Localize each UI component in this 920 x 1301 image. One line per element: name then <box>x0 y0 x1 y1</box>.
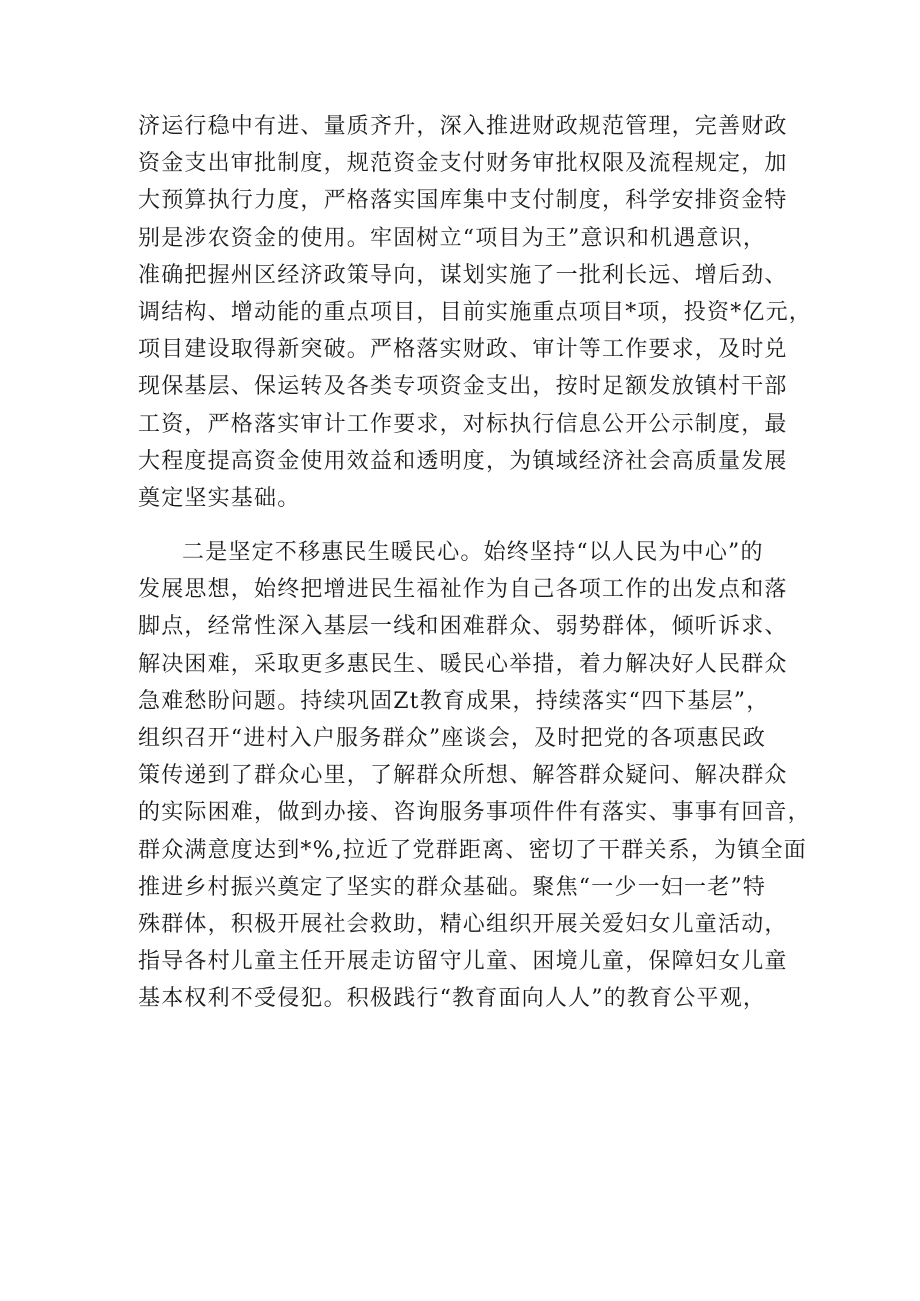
paragraph-line: 资金支出审批制度，规范资金支付财务审批权限及流程规定，加 <box>138 151 788 177</box>
paragraph-line: 大预算执行力度，严格落实国库集中支付制度，科学安排资金特 <box>138 188 788 214</box>
paragraph-line: 群众满意度达到*%,拉近了党群距离、密切了干群关系，为镇全面 <box>138 837 807 863</box>
paragraph-line: 发展思想，始终把增进民生福祉作为自己各项工作的出发点和落 <box>138 577 788 603</box>
paragraph-line: 现保基层、保运转及各类专项资金支出，按时足额发放镇村干部 <box>138 374 788 400</box>
paragraph-line: 别是涉农资金的使用。牢固树立“项目为王”意识和机遇意识， <box>138 225 767 251</box>
paragraph-line: 调结构、增动能的重点项目，目前实施重点项目*项，投资*亿元， <box>138 299 813 325</box>
paragraph-line: 指导各村儿童主任开展走访留守儿童、困境儿童，保障妇女儿童 <box>138 949 788 975</box>
paragraph-first-line: 二是坚定不移惠民生暖民心。始终坚持“以人民为中心”的 <box>182 540 764 566</box>
paragraph-spacer <box>138 517 798 534</box>
paragraph-line: 的实际困难，做到办接、咨询服务事项件件有落实、事事有回音， <box>138 800 811 826</box>
paragraph-line: 济运行稳中有进、量质齐升，深入推进财政规范管理，完善财政 <box>138 114 788 139</box>
paragraph-line: 奠定坚实基础。 <box>138 485 301 511</box>
paragraph-line: 工资，严格落实审计工作要求，对标执行信息公开公示制度，最 <box>138 411 788 437</box>
paragraph-line: 组织召开“进村入户服务群众”座谈会，及时把党的各项惠民政 <box>138 726 767 751</box>
paragraph <box>138 534 811 1017</box>
paragraph-line: 大程度提高资金使用效益和透明度，为镇域经济社会高质量发展 <box>138 448 788 474</box>
paragraph-line: 策传递到了群众心里，了解群众所想、解答群众疑问、解决群众 <box>138 763 788 789</box>
paragraph-line: 急难愁盼问题。持续巩固Zt教育成果，持续落实“四下基层”， <box>138 688 770 714</box>
paragraph-line: 推进乡村振兴奠定了坚实的群众基础。聚焦“一少一妇一老”特 <box>138 874 767 900</box>
paragraph-line: 殊群体，积极开展社会救助，精心组织开展关爱妇女儿童活动， <box>138 911 788 937</box>
paragraph-line: 基本权利不受侵犯。积极践行“教育面向人人”的教育公平观， <box>138 986 767 1012</box>
paragraph-line: 解决困难，采取更多惠民生、暖民心举措，着力解决好人民群众 <box>138 651 788 677</box>
paragraph-line: 脚点，经常性深入基层一线和困难群众、弱势群体，倾听诉求、 <box>138 614 788 640</box>
paragraph-line: 准确把握州区经济政策导向，谋划实施了一批利长远、增后劲、 <box>138 262 788 288</box>
paragraph <box>138 108 813 517</box>
document-body <box>138 108 813 1018</box>
paragraph-line: 项目建设取得新突破。严格落实财政、审计等工作要求，及时兑 <box>138 337 788 363</box>
